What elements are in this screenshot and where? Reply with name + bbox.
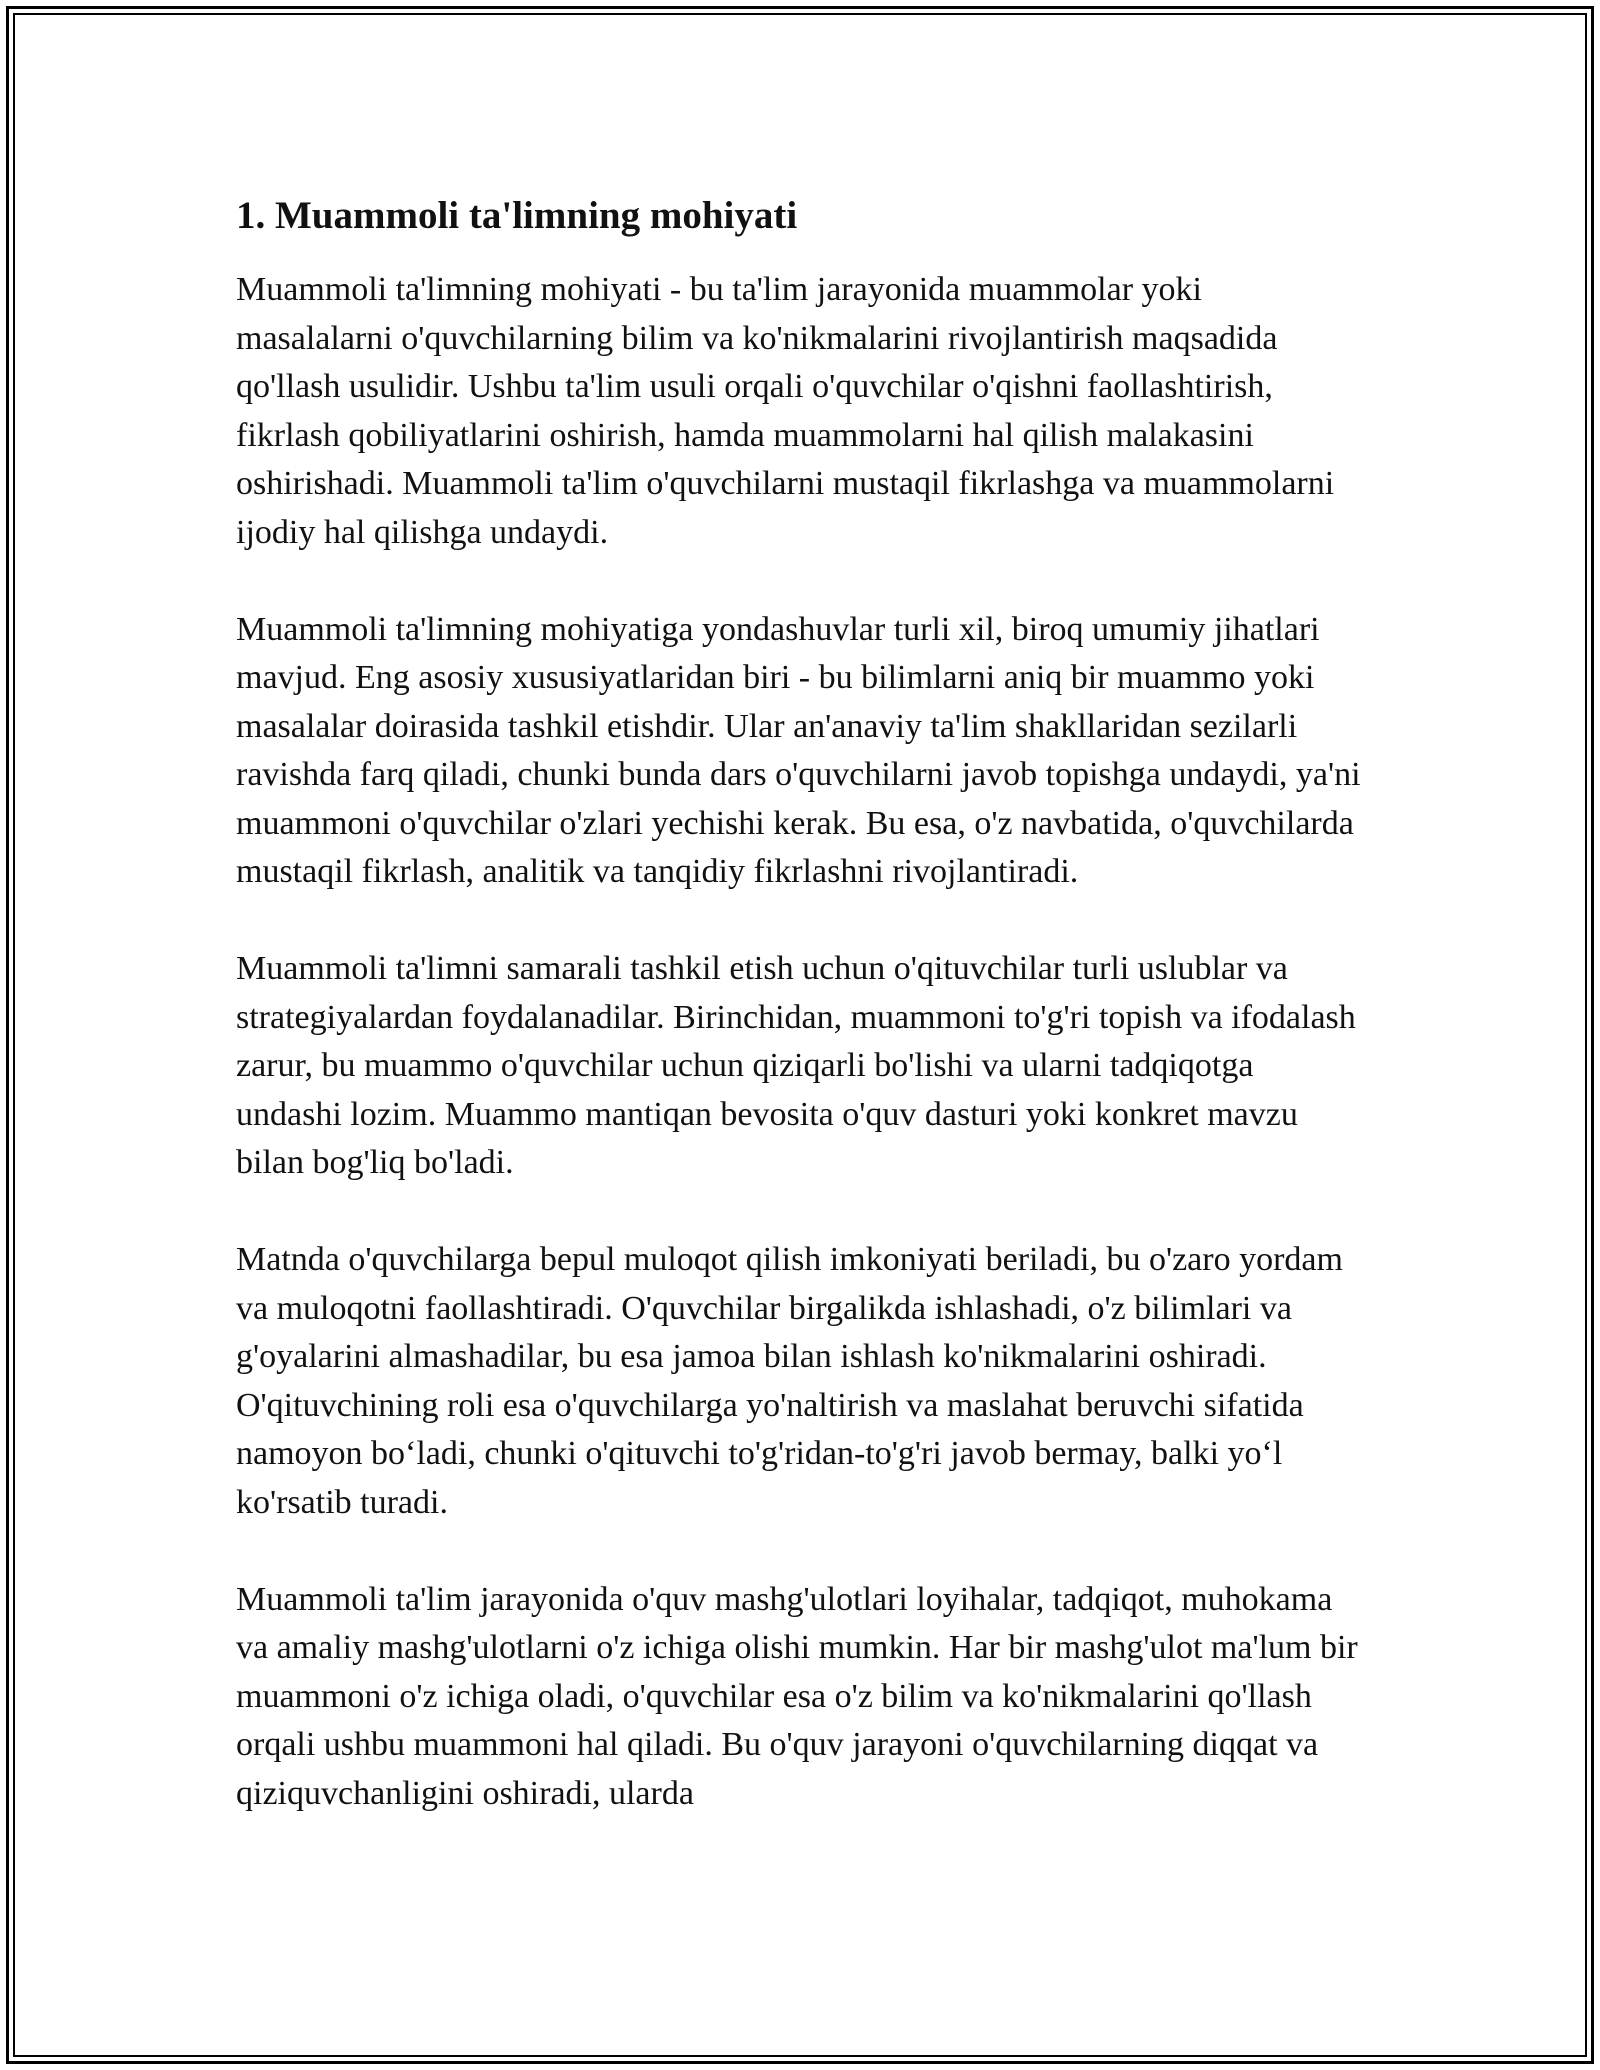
paragraph-2: Muammoli ta'limning mohiyatiga yondashuvlar turli xil, biroq umumiy jihatlari mavjud. Eng asosiy xususiyatlaridan biri - bu bilimlarni aniq bir muammo yoki masalalar doirasida tashkil etishdir. Ular an'anaviy ta'lim shakllaridan sezilarli ravishda farq qiladi, chunki bunda dars o'quvchilarni javob topishga undaydi, ya'ni muammoni o'quvchilar o'zlari yechishi kerak. Bu esa, o'z navbatida, o'quvchilarda mustaqil fikrlash, analitik va tanqidiy fikrlashni rivojlantiradi.	[236, 610, 1361, 890]
section-title: 1. Muammoli ta'limning mohiyati	[236, 194, 798, 237]
paragraph-3: Muammoli ta'limni samarali tashkil etish uchun o'qituvchilar turli uslublar va strategiyalardan foydalanadilar. Birinchidan, muammoni to'g'ri topish va ifodalash zarur, bu muammo o'quvchilar uchun qiziqarli bo'lishi va ularni tadqiqotga undashi lozim. Muammo mantiqan bevosita o'quv dasturi yoki konkret mavzu bilan bog'liq bo'ladi.	[236, 950, 1356, 1181]
paragraph-1: Muammoli ta'limning mohiyati - bu ta'lim jarayonida muammolar yoki masalalarni o'quvchilarning bilim va ko'nikmalarini rivojlantirish maqsadida qo'llash usulidir. Ushbu ta'lim usuli orqali o'quvchilar o'qishni faollashtirish, fikrlash qobiliyatlarini oshirish, hamda muammolarni hal qilish malakasini oshirishadi. Muammoli ta'lim o'quvchilarni mustaqil fikrlashga va muammolarni ijodiy hal qilishga undaydi.	[236, 271, 1335, 551]
paragraph-4: Matnda o'quvchilarga bepul muloqot qilish imkoniyati beriladi, bu o'zaro yordam va muloqotni faollashtiradi. O'quvchilar birgalikda ishlashadi, o'z bilimlari va g'oyalarini almashadilar, bu esa jamoa bilan ishlash ko'nikmalarini oshiradi. O'qituvchining roli esa o'quvchilarga yo'naltirish va maslahat beruvchi sifatida namoyon bo‘ladi, chunki o'qituvchi to'g'ridan-to'g'ri javob bermay, balki yo‘l ko'rsatib turadi.	[236, 1241, 1343, 1521]
paragraph-5: Muammoli ta'lim jarayonida o'quv mashg'ulotlari loyihalar, tadqiqot, muhokama va amaliy mashg'ulotlarni o'z ichiga olishi mumkin. Har bir mashg'ulot ma'lum bir muammoni o'z ichiga oladi, o'quvchilar esa o'z bilim va ko'nikmalarini qo'llash orqali ushbu muammoni hal qiladi. Bu o'quv jarayoni o'quvchilarning diqqat va qiziquvchanligini oshiradi, ularda	[236, 1580, 1358, 1812]
document-body	[236, 188, 1366, 1818]
